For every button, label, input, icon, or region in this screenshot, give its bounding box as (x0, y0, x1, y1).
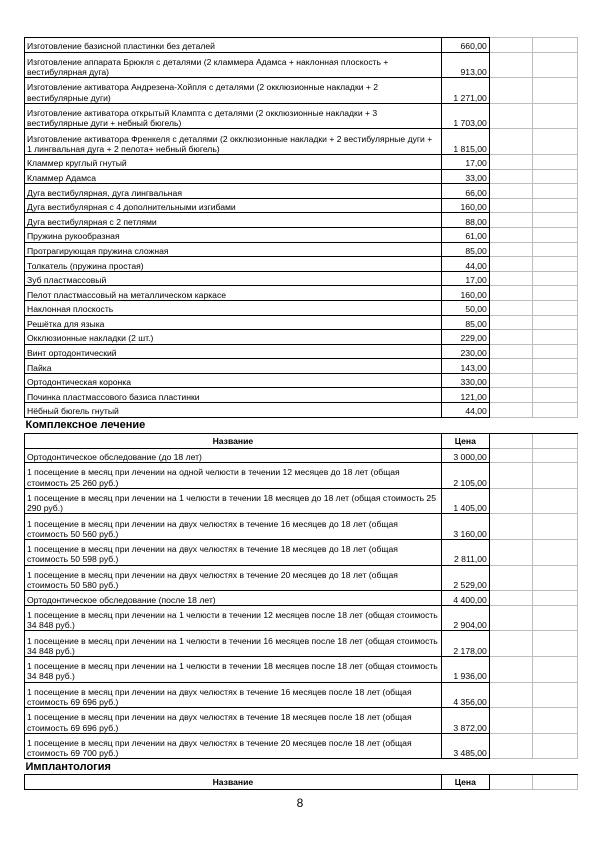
service-name-cell: Изготовление аппарата Брюкля с деталями (2 кламмера Адамса + наклонная плоскость + вестибулярная дуга) (25, 52, 442, 78)
service-price-cell: 85,00 (441, 315, 489, 330)
service-name-cell: Дуга вестибулярная, дуга лингвальная (25, 184, 442, 199)
service-name-cell: Наклонная плоскость (25, 300, 442, 315)
service-price-cell: 2 811,00 (441, 540, 489, 566)
table-row (25, 271, 578, 286)
service-price-cell: 33,00 (441, 169, 489, 184)
page-number: 8 (296, 796, 304, 810)
service-name-cell: 1 посещение в месяц при лечении на 1 челюсти в течении 18 месяцев после 18 лет (общая стоимость 34 848 руб.) (25, 657, 442, 683)
service-price-cell: 85,00 (441, 242, 489, 257)
table-row (25, 184, 578, 199)
service-name-cell: 1 посещение в месяц при лечении на двух челюстях в течение 18 месяцев до 18 лет (общая стоимость 50 598 руб.) (25, 540, 442, 566)
header-name: Название (25, 775, 442, 790)
blank-cell (489, 103, 532, 129)
blank-cell (489, 300, 532, 315)
blank-cell (532, 433, 577, 448)
blank-cell (489, 514, 532, 540)
table-row (25, 448, 578, 463)
blank-cell (532, 733, 577, 759)
blank-cell (489, 213, 532, 228)
table-row (25, 213, 578, 228)
service-name-cell: Починка пластмассового базиса пластинки (25, 388, 442, 403)
blank-cell (489, 169, 532, 184)
blank-cell (532, 213, 577, 228)
header-price: Цена (441, 775, 489, 790)
items-table-body (25, 38, 578, 418)
service-name-cell: Винт ортодонтический (25, 344, 442, 359)
section-title-complex: Комплексное лечение (25, 417, 578, 433)
blank-cell (489, 488, 532, 514)
blank-cell (532, 315, 577, 330)
blank-cell (489, 227, 532, 242)
blank-cell (489, 605, 532, 631)
service-name-cell: 1 посещение в месяц при лечении на двух челюстях в течение 16 месяцев до 18 лет (общая стоимость 50 560 руб.) (25, 514, 442, 540)
blank-cell (489, 373, 532, 388)
header-price: Цена (441, 433, 489, 448)
service-price-cell: 4 400,00 (441, 591, 489, 606)
service-name-cell: 1 посещение в месяц при лечении на двух челюстях в течение 16 месяцев после 18 лет (общая стоимость 69 696 руб.) (25, 682, 442, 708)
service-name-cell: 1 посещение в месяц при лечении на одной челюсти в течении 12 месяцев до 18 лет (общая стоимость 25 260 руб.) (25, 463, 442, 489)
service-name-cell: Окклюзионные накладки (2 шт.) (25, 330, 442, 345)
blank-cell (532, 775, 577, 790)
table-row (25, 463, 578, 489)
blank-cell (489, 78, 532, 104)
service-price-cell: 88,00 (441, 213, 489, 228)
table-row (25, 78, 578, 104)
complex-section (25, 417, 578, 448)
service-price-cell: 330,00 (441, 373, 489, 388)
service-name-cell: 1 посещение в месяц при лечении на 1 челюсти в течении 12 месяцев после 18 лет (общая стоимость 34 848 руб.) (25, 605, 442, 631)
implant-section (25, 759, 578, 790)
table-row (25, 38, 578, 53)
service-name-cell: Ортодонтическое обследование (до 18 лет) (25, 448, 442, 463)
table-row (25, 315, 578, 330)
service-name-cell: Пелот пластмассовый на металлическом каркасе (25, 286, 442, 301)
table-row (25, 682, 578, 708)
table-row (25, 591, 578, 606)
service-name-cell: 1 посещение в месяц при лечении на 1 челюсти в течении 16 месяцев после 18 лет (общая стоимость 34 848 руб.) (25, 631, 442, 657)
table-row (25, 359, 578, 374)
blank-cell (489, 448, 532, 463)
service-price-cell: 2 529,00 (441, 565, 489, 591)
blank-cell (489, 38, 532, 53)
table-row (25, 154, 578, 169)
blank-cell (489, 708, 532, 734)
service-price-cell: 17,00 (441, 271, 489, 286)
blank-cell (489, 403, 532, 418)
table-row (25, 488, 578, 514)
table-row (25, 242, 578, 257)
service-price-cell: 229,00 (441, 330, 489, 345)
blank-cell (532, 591, 577, 606)
service-price-cell: 44,00 (441, 257, 489, 272)
table-row (25, 388, 578, 403)
blank-cell (489, 631, 532, 657)
table-row (25, 514, 578, 540)
price-table (24, 37, 578, 790)
service-name-cell: Дуга вестибулярная с 2 петлями (25, 213, 442, 228)
section-title-implant: Имплантология (25, 759, 578, 775)
blank-cell (532, 38, 577, 53)
section-title-row (25, 759, 578, 775)
blank-cell (489, 286, 532, 301)
table-header-row (25, 775, 578, 790)
blank-cell (489, 344, 532, 359)
blank-cell (532, 388, 577, 403)
blank-cell (489, 330, 532, 345)
blank-cell (489, 775, 532, 790)
blank-cell (489, 52, 532, 78)
blank-cell (532, 605, 577, 631)
blank-cell (532, 103, 577, 129)
blank-cell (532, 300, 577, 315)
blank-cell (489, 154, 532, 169)
table-row (25, 52, 578, 78)
blank-cell (532, 184, 577, 199)
blank-cell (489, 271, 532, 286)
table-row (25, 103, 578, 129)
service-price-cell: 143,00 (441, 359, 489, 374)
service-price-cell: 66,00 (441, 184, 489, 199)
blank-cell (489, 388, 532, 403)
service-name-cell: Решётка для языка (25, 315, 442, 330)
service-price-cell: 3 485,00 (441, 733, 489, 759)
service-price-cell: 2 105,00 (441, 463, 489, 489)
blank-cell (489, 433, 532, 448)
blank-cell (532, 403, 577, 418)
blank-cell (532, 359, 577, 374)
blank-cell (532, 198, 577, 213)
price-list-sheet (24, 37, 578, 790)
blank-cell (489, 242, 532, 257)
service-name-cell: Изготовление активатора Андрезена-Хойпля с деталями (2 окклюзионные накладки + 2 вестибулярные дуги) (25, 78, 442, 104)
service-price-cell: 17,00 (441, 154, 489, 169)
blank-cell (489, 184, 532, 199)
blank-cell (489, 257, 532, 272)
blank-cell (532, 448, 577, 463)
blank-cell (532, 286, 577, 301)
service-price-cell: 230,00 (441, 344, 489, 359)
table-row (25, 540, 578, 566)
service-name-cell: 1 посещение в месяц при лечении на двух челюстях в течение 20 месяцев до 18 лет (общая стоимость 50 580 руб.) (25, 565, 442, 591)
service-name-cell: Ортодонтическая коронка (25, 373, 442, 388)
blank-cell (489, 315, 532, 330)
service-price-cell: 50,00 (441, 300, 489, 315)
blank-cell (532, 154, 577, 169)
service-name-cell: 1 посещение в месяц при лечении на 1 челюсти в течении 18 месяцев до 18 лет (общая стоимость 25 290 руб.) (25, 488, 442, 514)
service-name-cell: Изготовление базисной пластинки без деталей (25, 38, 442, 53)
table-header-row (25, 433, 578, 448)
table-row (25, 631, 578, 657)
table-row (25, 330, 578, 345)
service-price-cell: 1 703,00 (441, 103, 489, 129)
service-price-cell: 4 356,00 (441, 682, 489, 708)
service-price-cell: 1 936,00 (441, 657, 489, 683)
service-name-cell: Пайка (25, 359, 442, 374)
blank-cell (489, 591, 532, 606)
table-row (25, 565, 578, 591)
blank-cell (532, 373, 577, 388)
blank-cell (532, 682, 577, 708)
service-price-cell: 2 178,00 (441, 631, 489, 657)
blank-cell (532, 169, 577, 184)
blank-cell (532, 514, 577, 540)
blank-cell (489, 359, 532, 374)
blank-cell (489, 733, 532, 759)
service-price-cell: 44,00 (441, 403, 489, 418)
service-price-cell: 61,00 (441, 227, 489, 242)
service-name-cell: 1 посещение в месяц при лечении на двух челюстях в течение 18 месяцев после 18 лет (общая стоимость 69 696 руб.) (25, 708, 442, 734)
table-row (25, 344, 578, 359)
blank-cell (532, 78, 577, 104)
service-price-cell: 1 405,00 (441, 488, 489, 514)
service-price-cell: 121,00 (441, 388, 489, 403)
service-name-cell: Нёбный бюгель гнутый (25, 403, 442, 418)
blank-cell (532, 242, 577, 257)
blank-cell (489, 682, 532, 708)
blank-cell (532, 708, 577, 734)
blank-cell (532, 129, 577, 155)
service-name-cell: Толкатель (пружина простая) (25, 257, 442, 272)
blank-cell (489, 540, 532, 566)
service-name-cell: Кламмер Адамса (25, 169, 442, 184)
table-row (25, 657, 578, 683)
blank-cell (489, 198, 532, 213)
service-price-cell: 660,00 (441, 38, 489, 53)
table-row (25, 198, 578, 213)
service-name-cell: Изготовление активатора Френкеля с деталями (2 окклюзионные накладки + 2 вестибулярные дуги + 1 лингвальная дуга + 2 пелота+ небный бюгель) (25, 129, 442, 155)
table-row (25, 286, 578, 301)
table-row (25, 169, 578, 184)
section-title-row (25, 417, 578, 433)
service-price-cell: 1 271,00 (441, 78, 489, 104)
table-row (25, 708, 578, 734)
table-row (25, 129, 578, 155)
service-name-cell: Дуга вестибулярная с 4 дополнительными изгибами (25, 198, 442, 213)
blank-cell (489, 565, 532, 591)
table-row (25, 733, 578, 759)
service-price-cell: 2 904,00 (441, 605, 489, 631)
service-name-cell: Пружина рукообразная (25, 227, 442, 242)
service-name-cell: 1 посещение в месяц при лечении на двух челюстях в течение 20 месяцев после 18 лет (общая стоимость 69 700 руб.) (25, 733, 442, 759)
service-price-cell: 1 815,00 (441, 129, 489, 155)
service-price-cell: 3 872,00 (441, 708, 489, 734)
header-name: Название (25, 433, 442, 448)
blank-cell (532, 330, 577, 345)
service-name-cell: Ортодонтическое обследование (после 18 лет) (25, 591, 442, 606)
blank-cell (532, 657, 577, 683)
table-row (25, 373, 578, 388)
blank-cell (532, 540, 577, 566)
blank-cell (489, 463, 532, 489)
blank-cell (532, 488, 577, 514)
blank-cell (532, 52, 577, 78)
service-price-cell: 160,00 (441, 286, 489, 301)
service-name-cell: Кламмер круглый гнутый (25, 154, 442, 169)
service-name-cell: Изготовление активатора открытый Клампта с деталями (2 окклюзионные накладки + 3 вестибулярные дуги + небный бюгель) (25, 103, 442, 129)
table-row (25, 403, 578, 418)
blank-cell (532, 271, 577, 286)
blank-cell (489, 657, 532, 683)
blank-cell (532, 344, 577, 359)
blank-cell (532, 227, 577, 242)
complex-table-body (25, 448, 578, 759)
service-price-cell: 160,00 (441, 198, 489, 213)
table-row (25, 227, 578, 242)
service-name-cell: Протрагирующая пружина сложная (25, 242, 442, 257)
table-row (25, 257, 578, 272)
service-name-cell: Зуб пластмассовый (25, 271, 442, 286)
service-price-cell: 3 000,00 (441, 448, 489, 463)
blank-cell (489, 129, 532, 155)
table-row (25, 605, 578, 631)
blank-cell (532, 463, 577, 489)
service-price-cell: 913,00 (441, 52, 489, 78)
blank-cell (532, 565, 577, 591)
blank-cell (532, 631, 577, 657)
blank-cell (532, 257, 577, 272)
service-price-cell: 3 160,00 (441, 514, 489, 540)
table-row (25, 300, 578, 315)
